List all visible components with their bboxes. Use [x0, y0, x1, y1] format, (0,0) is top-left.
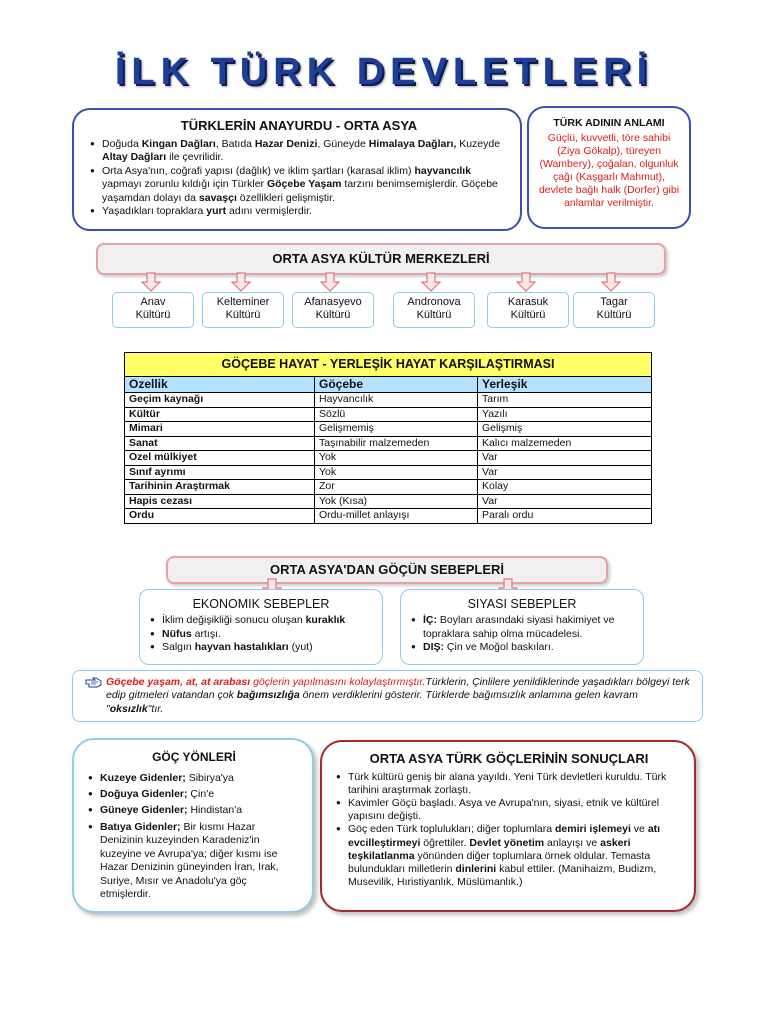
- table-row: Sanat Taşınabilir malzemeden Kalıcı malzemeden: [125, 436, 652, 451]
- arrow-down-icon: [320, 272, 340, 292]
- siyasi-title: SIYASI SEBEPLER: [467, 597, 577, 611]
- ekonomik-title: EKONOMIK SEBEPLER: [192, 597, 330, 611]
- list-item: ● Yaşadıkları topraklara yurt adını vermişlerdir.: [90, 205, 508, 218]
- gocebe-note-box: Göçebe yaşam, at, at arabası göçlerin yapılmasını kolaylaştırmıştır.Türklerin, Çinlilere yenildiklerinde yaşadıkları bölgeyi terk edip gitmeleri vatandan çok bağımsızlığa önem verdiklerini gösterir. Türklerde bağımsızlık anlamına gelen kavram "oksızlık"tır.: [72, 670, 703, 722]
- kultur-card: Andronova Kültürü: [393, 292, 475, 328]
- goc-yonleri-box: [72, 738, 314, 913]
- kultur-card: Afanasyevo Kültürü: [292, 292, 374, 328]
- list-item: ● Göç eden Türk toplulukları; diğer toplumlara demiri işlemeyi ve atı evcilleştirmeyi öğrettiler. Devlet yönetim anlayışı ve askeri teşkilatlanma yönünden diğer toplumlara örnek oldular. Temasta bulundukları milletlerin dinlerini kabul ettiler. (Manihaizm, Budizm, Musevilik, Hıristiyanlık, Müslümanlık.): [336, 823, 682, 889]
- list-item: ● Doğuda Kingan Dağları, Batıda Hazar Denizi, Güneyde Himalaya Dağları, Kuzeyde Altay Dağları ile çevrilidir.: [90, 138, 508, 165]
- table-header-row: Ozellik Göçebe Yerleşik: [125, 377, 652, 393]
- goc-sebepleri-header: ORTA ASYA'DAN GÖÇÜN SEBEPLERİ: [166, 556, 608, 584]
- arrow-down-icon: [601, 272, 621, 292]
- anayurdu-title: TÜRKLERİN ANAYURDU - ORTA ASYA: [180, 118, 418, 133]
- list-item: ● İklim değişikliği sonucu oluşan kuraklık: [150, 614, 372, 627]
- list-item: ● Türk kültürü geniş bir alana yayıldı. Yeni Türk devletleri kuruldu. Türk tarihini araştırmak zorlaştı.: [336, 771, 682, 797]
- goc-yonleri-title: GÖÇ YÖNLERİ: [152, 750, 236, 764]
- goc-sonuclari-box: [320, 740, 696, 912]
- list-item: ● Doğuya Gidenler; Çin'e: [88, 788, 300, 801]
- table-row: Kültür Sözlü Yazılı: [125, 407, 652, 422]
- table-row: Ordu Ordu-millet anlayışı Paralı ordu: [125, 509, 652, 524]
- table-row: Sınıf ayrımı Yok Var: [125, 465, 652, 480]
- list-item: ● DIŞ: Çin ve Moğol baskıları.: [411, 641, 633, 654]
- arrow-down-icon: [231, 272, 251, 292]
- kultur-card: Karasuk Kültürü: [487, 292, 569, 328]
- table-row: Hapis cezası Yok (Kısa) Var: [125, 494, 652, 509]
- table-title: GÖÇEBE HAYAT - YERLEŞİK HAYAT KARŞILAŞTIRMASI: [125, 353, 652, 377]
- kultur-card: Tagar Kültürü: [573, 292, 655, 328]
- anayurdu-list: [90, 138, 508, 219]
- kultur-merkezleri-header: ORTA ASYA KÜLTÜR MERKEZLERİ: [96, 243, 666, 275]
- table-row: Mimari Gelişmemiş Gelişmiş: [125, 422, 652, 437]
- list-item: ● Orta Asya'nın, coğrafi yapısı (dağlık) ve iklim şartları (karasal iklim) hayvancılık yapmayı zorunlu kıldığı için Türkler Göçebe Yaşam tarzını benimsemişlerdir. Göçebe yaşamdan dolayı da savaşçı özellikleri gelişmiştir.: [90, 165, 508, 205]
- gocebe-yerlesik-table: [124, 352, 652, 524]
- list-item: ● Kuzeye Gidenler; Sibirya'ya: [88, 772, 300, 785]
- list-item: ● İÇ: Boyları arasındaki siyasi hakimiyet ve topraklara sahip olma mücadelesi.: [411, 614, 633, 641]
- list-item: ● Kavimler Göçü başladı. Asya ve Avrupa'nın, siyasi, etnik ve kültürel yapısını değişti.: [336, 797, 682, 823]
- arrow-down-icon: [421, 272, 441, 292]
- table-row: Geçim kaynağı Hayvancılık Tarım: [125, 393, 652, 408]
- kultur-card: Kelteminer Kültürü: [202, 292, 284, 328]
- ekonomik-sebepler-box: [139, 589, 383, 665]
- anlam-title: TÜRK ADININ ANLAMI: [553, 117, 665, 129]
- pointing-hand-icon: [85, 676, 103, 688]
- table-row: Tarihinin Araştırmak Zor Kolay: [125, 480, 652, 495]
- table-row: Ozel mülkiyet Yok Var: [125, 451, 652, 466]
- list-item: ● Güneye Gidenler; Hindistan'a: [88, 804, 300, 817]
- kultur-card: Anav Kültürü: [112, 292, 194, 328]
- page-title: İLK TÜRK DEVLETLERİ: [114, 51, 654, 93]
- list-item: ● Salgın hayvan hastalıkları (yut): [150, 641, 372, 654]
- list-item: ● Batıya Gidenler; Bir kısmı Hazar Denizinin kuzeyinden Karadeniz'in kuzeyine ve Avrupa'ya; diğer kısmı ise Hazar Denizinin güneyinden İran, Irak, Suriye, Mısır ve Anadolu'ya göç etmişlerdir.: [88, 821, 300, 902]
- arrow-down-icon: [141, 272, 161, 292]
- goc-sonuclari-title: ORTA ASYA TÜRK GÖÇLERİNİN SONUÇLARI: [369, 751, 649, 766]
- turk-adi-anlami-box: [527, 106, 691, 229]
- siyasi-sebepler-box: [400, 589, 644, 665]
- list-item: ● Nüfus artışı.: [150, 628, 372, 641]
- anlam-text: Güçlü, kuvvetli, töre sahibi (Ziya Gökalp), türeyen (Wambery), çoğalan, olgunluk çağı (Kaşgarlı Mahmut), devlete bağlı halk (Dorfer) gibi anlamlar verilmiştir.: [538, 131, 680, 210]
- anayurdu-box: [72, 108, 522, 231]
- arrow-down-icon: [516, 272, 536, 292]
